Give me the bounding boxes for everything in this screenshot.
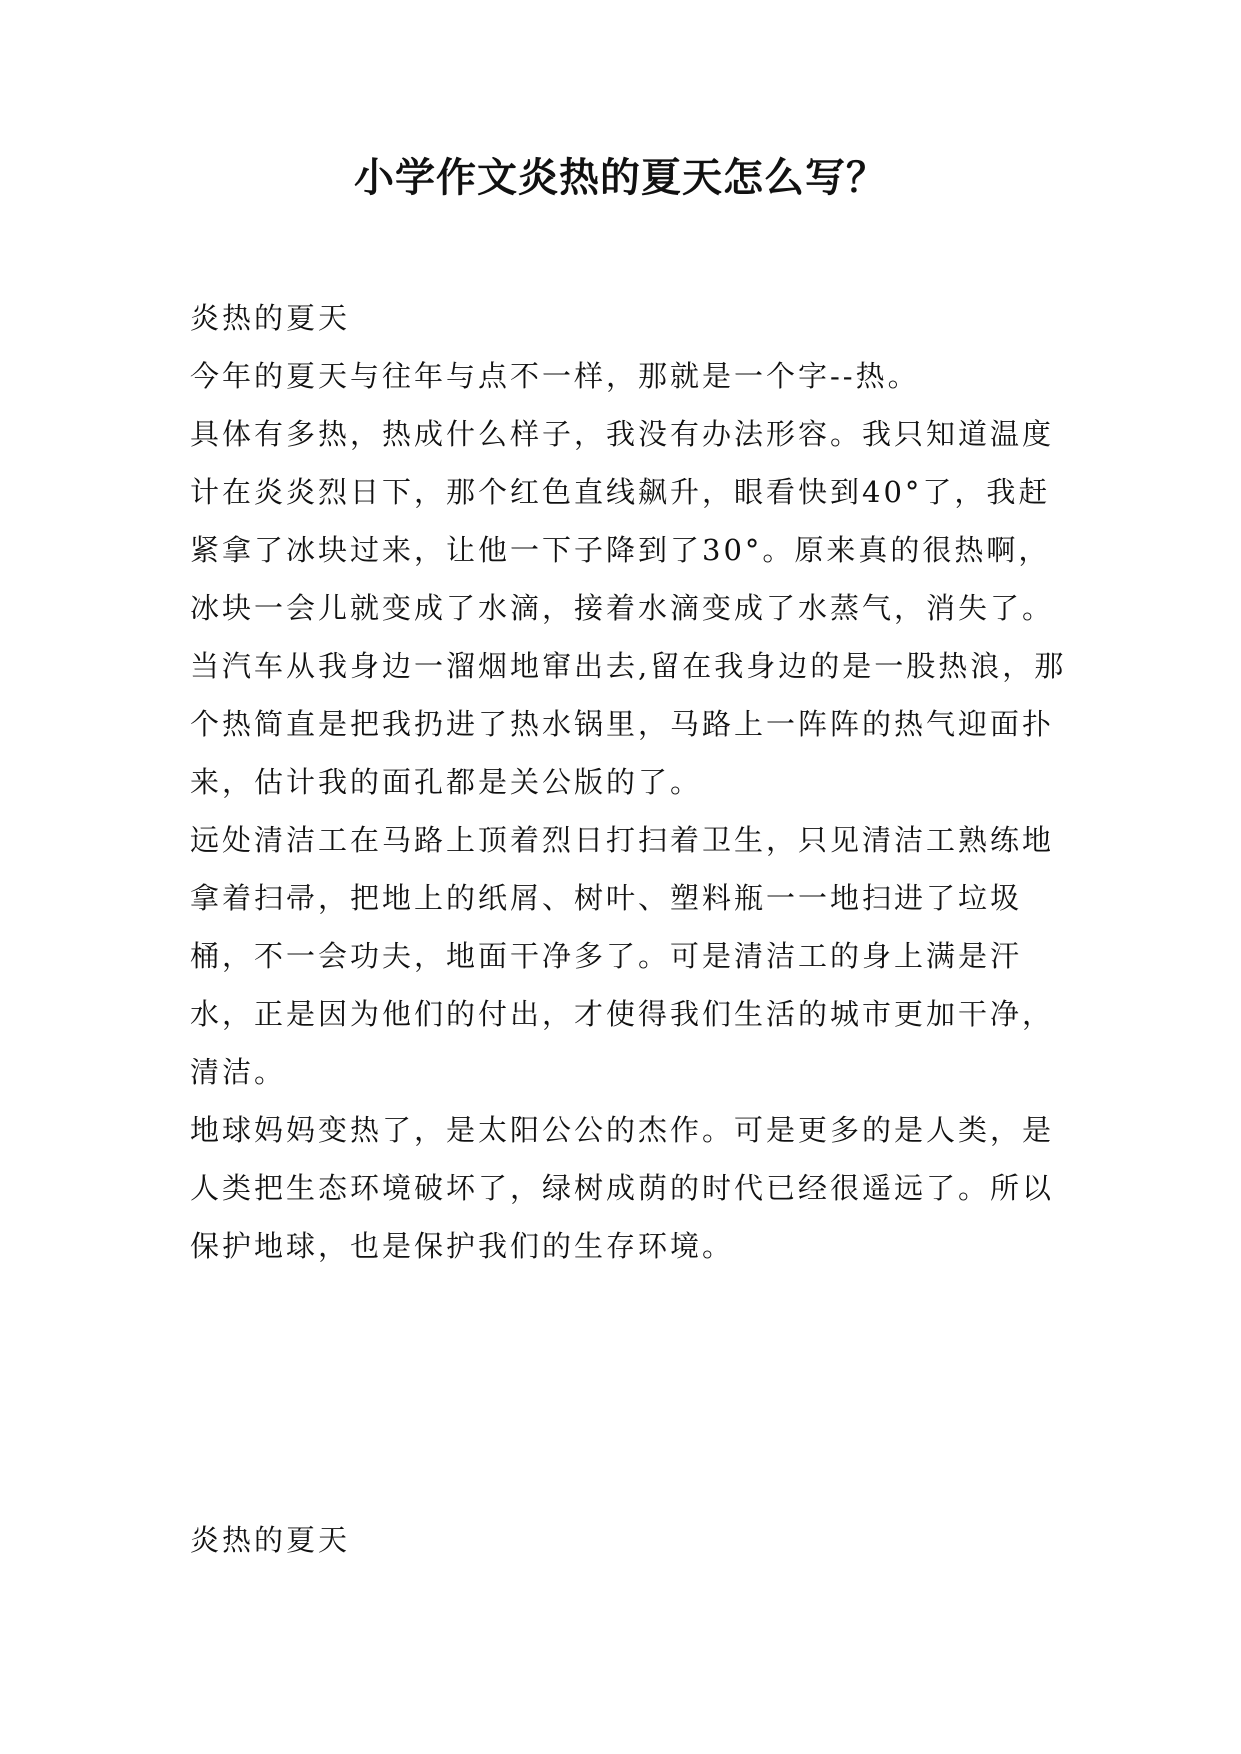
essay-paragraph-4: 远处清洁工在马路上顶着烈日打扫着卫生，只见清洁工熟练地拿着扫帚，把地上的纸屑、树叶、塑料瓶一一地扫进了垃圾桶，不一会功夫，地面干净多了。可是清洁工的身上满是汗水，正是因为他们的付出，才使得我们生活的城市更加干净，清洁。 xyxy=(190,823,1055,1089)
essay-body xyxy=(190,289,1070,1275)
essay-heading: 炎热的夏天 xyxy=(190,301,351,335)
essay-paragraph-1: 今年的夏天与往年与点不一样，那就是一个字--热。 xyxy=(190,359,920,393)
second-essay-heading: 炎热的夏天 xyxy=(190,1523,351,1557)
essay-paragraph-5: 地球妈妈变热了，是太阳公公的杰作。可是更多的是人类，是人类把生态环境破坏了，绿树成荫的时代已经很遥远了。所以保护地球，也是保护我们的生存环境。 xyxy=(190,1113,1055,1263)
essay-paragraph-2: 具体有多热，热成什么样子，我没有办法形容。我只知道温度计在炎炎烈日下，那个红色直线飙升，眼看快到40°了，我赶紧拿了冰块过来，让他一下子降到了30°。原来真的很热啊，冰块一会儿就变成了水滴，接着水滴变成了水蒸气，消失了。 xyxy=(190,417,1055,625)
essay-paragraph-3: 当汽车从我身边一溜烟地窜出去,留在我身边的是一股热浪，那个热简直是把我扔进了热水锅里，马路上一阵阵的热气迎面扑来，估计我的面孔都是关公版的了。 xyxy=(190,649,1067,799)
document-title: 小学作文炎热的夏天怎么写？ xyxy=(354,154,887,201)
